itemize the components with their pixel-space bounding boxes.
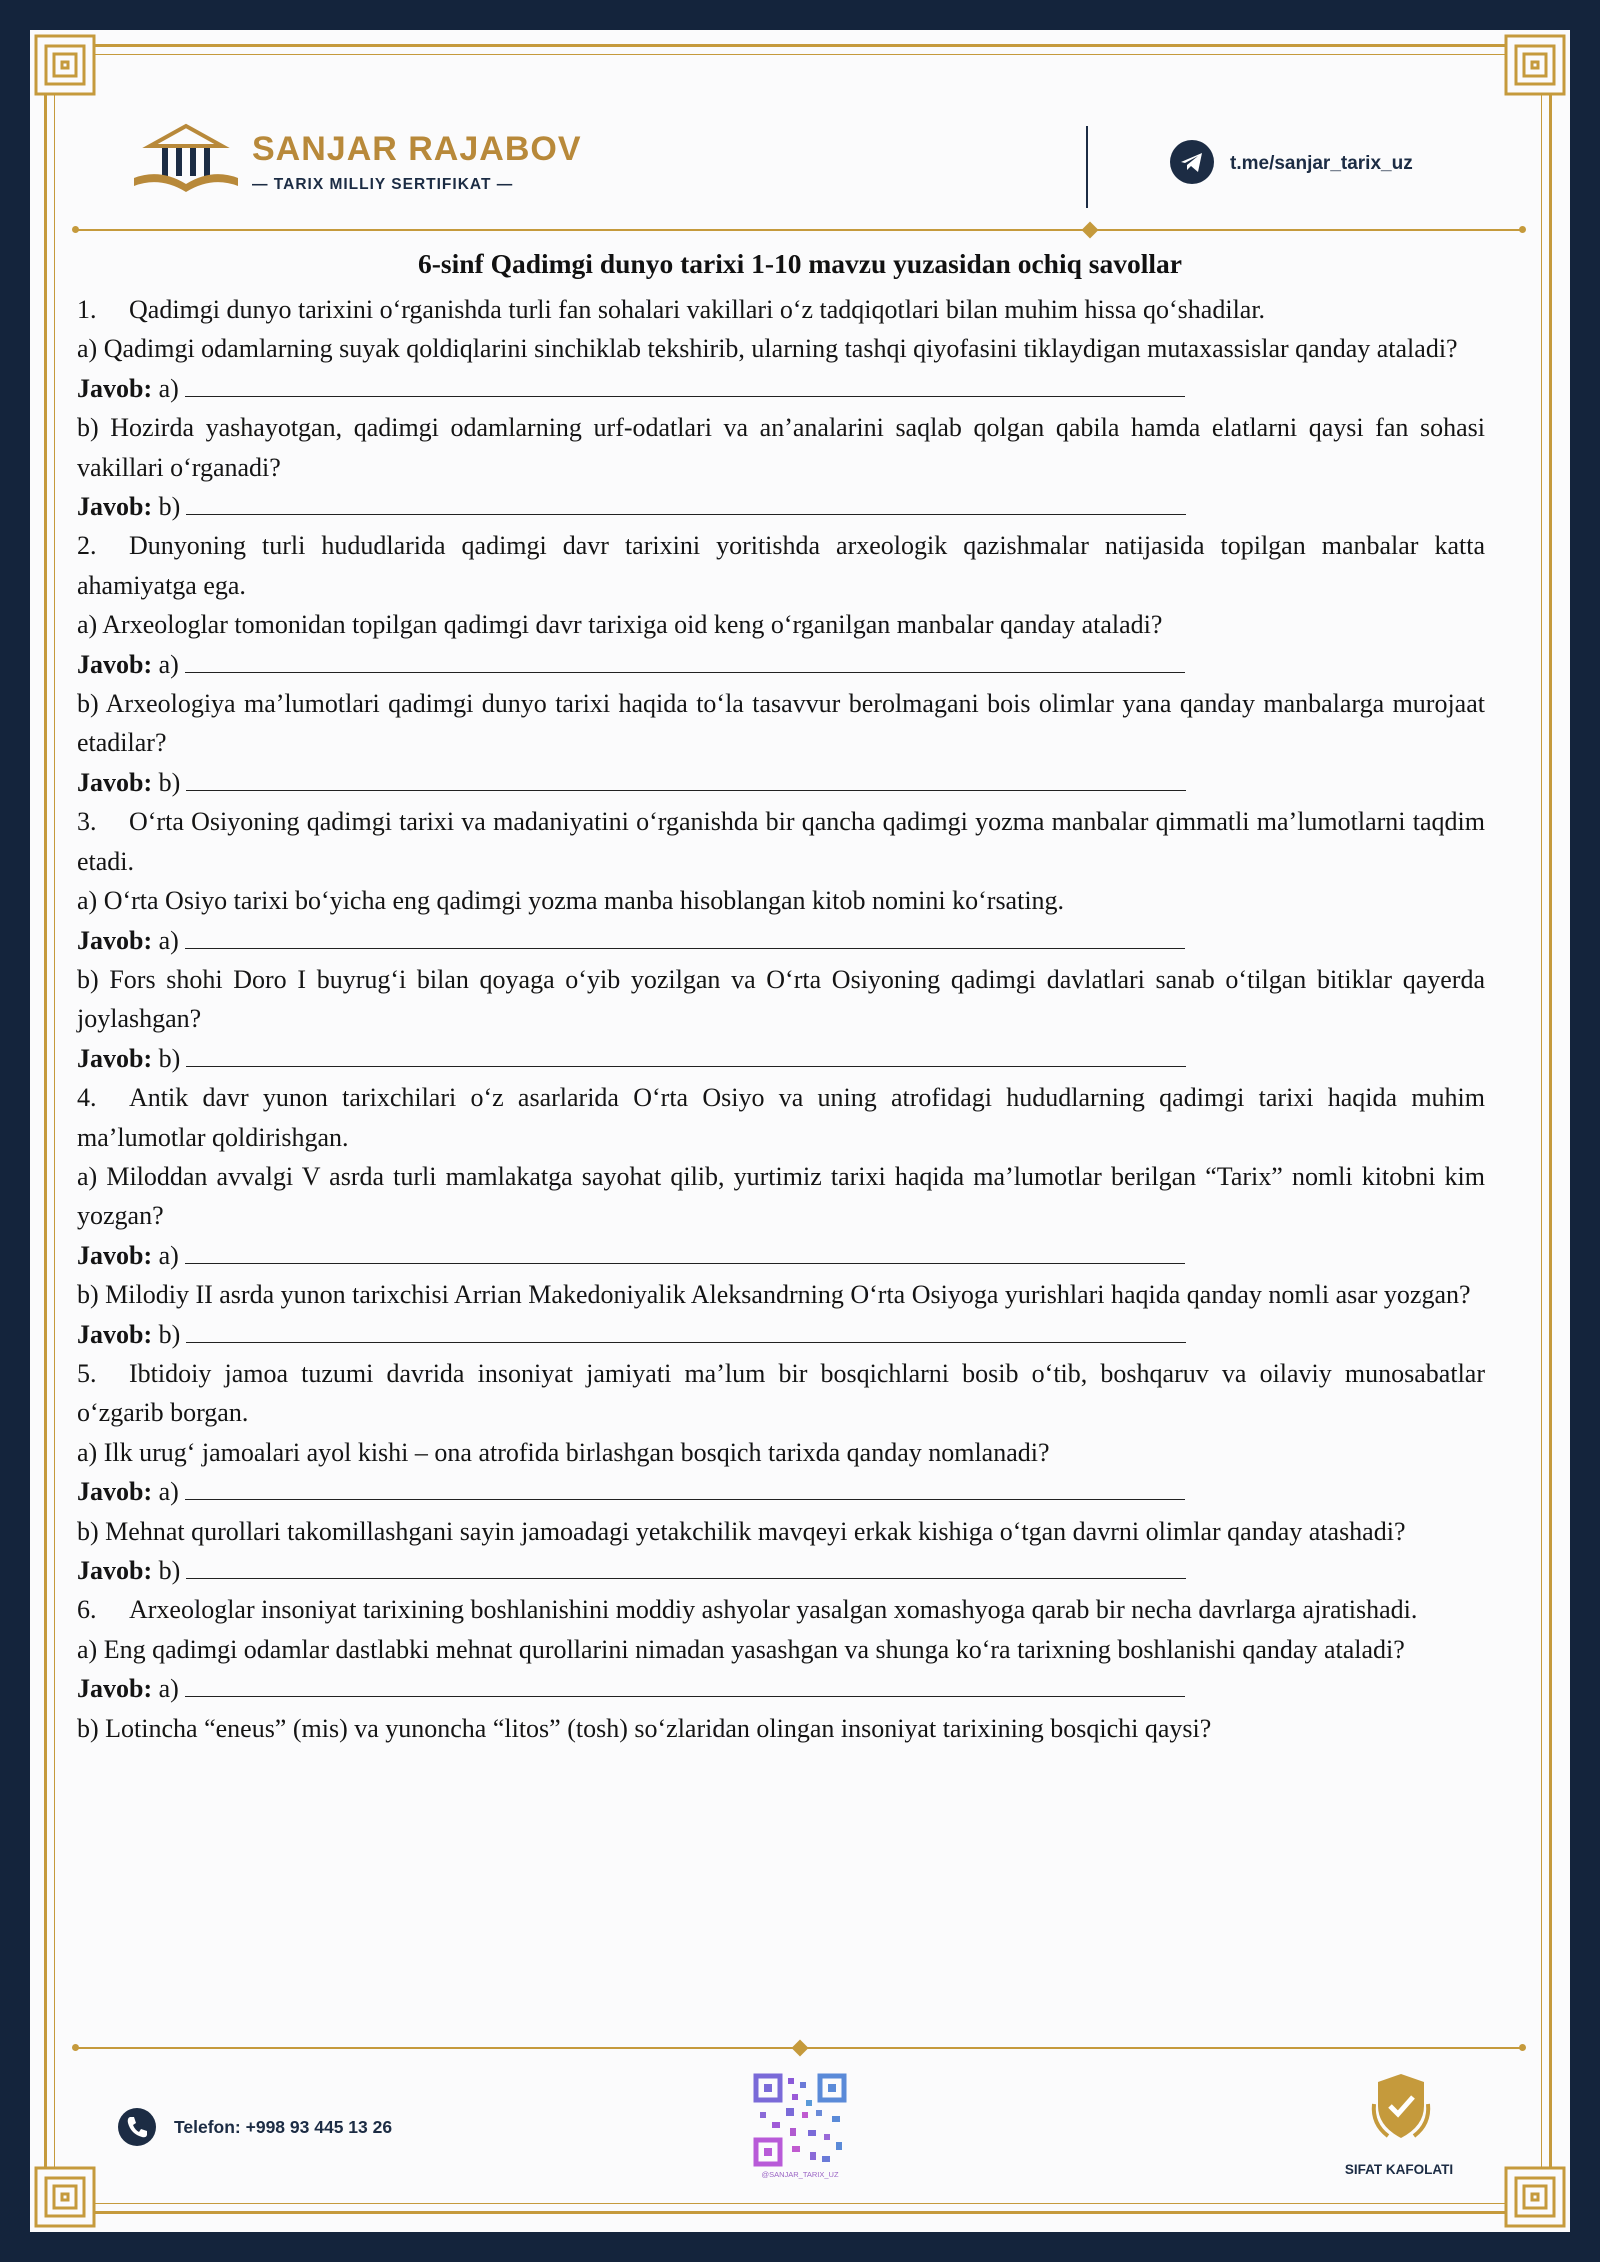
answer-line-a[interactable]: Javob: a)	[77, 1236, 1485, 1275]
phone-number[interactable]: Telefon: +998 93 445 13 26	[174, 2117, 393, 2137]
answer-line-b[interactable]: Javob: b)	[77, 1315, 1485, 1354]
telegram-icon	[1170, 140, 1214, 184]
question-part-a: a) Eng qadimgi odamlar dastlabki mehnat qurollarini nimadan yasashgan va shunga ko‘ra tarixning boshlanishi qanday ataladi?	[77, 1634, 1405, 1664]
answer-line-a[interactable]: Javob: a)	[77, 921, 1485, 960]
divider-dot-icon	[1519, 2044, 1526, 2051]
brand-subtitle: — TARIX MILLIY SERTIFIKAT —	[252, 176, 514, 193]
questions-list	[77, 290, 1485, 1748]
question-intro: 2. Dunyoning turli hududlarida qadimgi davr tarixini yoritishda arxeologik qazishmalar natijasida topilgan manbalar katta ahamiyatga ega.	[77, 531, 1485, 600]
question-part-b: b) Lotincha “eneus” (mis) va yunoncha “litos” (tosh) so‘zlaridan olingan insoniyat tarixining bosqichi qaysi?	[77, 1713, 1212, 1743]
divider-dot-icon	[1519, 226, 1526, 233]
question-part-b: b) Milodiy II asrda yunon tarixchisi Arrian Makedoniyalik Aleksandrning O‘rta Osiyoga yurishlari haqida qanday nomli asar yozgan?	[77, 1280, 1471, 1310]
phone-icon	[118, 2108, 156, 2146]
question-intro: 4. Antik davr yunon tarixchilari o‘z asarlarida O‘rta Osiyo va uning atrofidagi hududlarning qadimgi tarixi haqida muhim ma’lumotlar qoldirishgan.	[77, 1083, 1485, 1152]
corner-ornament-icon	[34, 2166, 96, 2228]
answer-line-b[interactable]: Javob: b)	[77, 487, 1485, 526]
question-part-a: a) O‘rta Osiyo tarixi bo‘yicha eng qadimgi yozma manba hisoblangan kitob nomini ko‘rsating.	[77, 886, 1065, 916]
corner-ornament-icon	[1504, 34, 1566, 96]
divider-dot-icon	[72, 226, 79, 233]
qr-code-icon[interactable]	[752, 2072, 848, 2168]
quality-badge-label: SIFAT KAFOLATI	[1344, 2162, 1454, 2177]
telegram-link[interactable]: t.me/sanjar_tarix_uz	[1230, 153, 1413, 174]
brand-name: SANJAR RAJABOV	[252, 130, 582, 168]
question-intro: 1. Qadimgi dunyo tarixini o‘rganishda turli fan sohalari vakillari o‘z tadqiqotlari bilan muhim hissa qo‘shadilar.	[77, 295, 1266, 324]
answer-line-a[interactable]: Javob: a)	[77, 1669, 1485, 1708]
question-part-b: b) Fors shohi Doro I buyrug‘i bilan qoyaga o‘yib yozilgan va O‘rta Osiyoning qadimgi davlatlari sanab o‘tilgan bitiklar qayerda joylashgan?	[77, 964, 1485, 1034]
header-separator	[1086, 126, 1088, 208]
answer-line-a[interactable]: Javob: a)	[77, 369, 1485, 408]
question-part-a: a) Ilk urug‘ jamoalari ayol kishi – ona atrofida birlashgan bosqich tarixda qanday nomlanadi?	[77, 1437, 1050, 1467]
qr-caption: @SANJAR_TARIX_UZ	[761, 2170, 839, 2179]
question-part-a: a) Miloddan avvalgi V asrda turli mamlakatga sayohat qilib, yurtimiz tarixi haqida ma’lumotlar berilgan “Tarix” nomli kitobni kim yozgan?	[77, 1161, 1485, 1231]
corner-ornament-icon	[1504, 2166, 1566, 2228]
answer-line-a[interactable]: Javob: a)	[77, 645, 1485, 684]
answer-line-b[interactable]: Javob: b)	[77, 1039, 1485, 1078]
question-part-a: a) Qadimgi odamlarning suyak qoldiqlarini sinchiklab tekshirib, ularning tashqi qiyofasini tiklaydigan mutaxassislar qanday ataladi?	[77, 334, 1458, 364]
question-part-a: a) Arxeologlar tomonidan topilgan qadimgi davr tarixiga oid keng o‘rganilgan manbalar qanday ataladi?	[77, 610, 1163, 640]
book-columns-logo-icon	[130, 118, 242, 203]
corner-ornament-icon	[34, 34, 96, 96]
question-part-b: b) Arxeologiya ma’lumotlari qadimgi dunyo tarixi haqida to‘la tasavvur berolmagani bois olimlar yana qanday manbalarga murojaat etadilar?	[77, 689, 1485, 758]
question-intro: 3. O‘rta Osiyoning qadimgi tarixi va madaniyatini o‘rganishda bir qancha qadimgi yozma manbalar qimmatli ma’lumotlarni taqdim etadi.	[77, 807, 1485, 876]
header-divider	[78, 229, 1522, 231]
divider-dot-icon	[72, 2044, 79, 2051]
page-title: 6-sinf Qadimgi dunyo tarixi 1-10 mavzu yuzasidan ochiq savollar	[418, 248, 1182, 279]
answer-line-b[interactable]: Javob: b)	[77, 1551, 1485, 1590]
question-intro: 6. Arxeologlar insoniyat tarixining boshlanishini moddiy ashyolar yasalgan xomashyoga qarab bir necha davrlarga ajratishadi.	[77, 1595, 1418, 1625]
question-intro: 5. Ibtidoiy jamoa tuzumi davrida insoniyat jamiyati ma’lum bir bosqichlarni bosib o‘tib, boshqaruv va oilaviy munosabatlar o‘zgarib borgan.	[77, 1358, 1485, 1428]
answer-line-a[interactable]: Javob: a)	[77, 1472, 1485, 1511]
question-part-b: b) Hozirda yashayotgan, qadimgi odamlarning urf-odatlari va an’analarini saqlab qolgan qabila hamda elatlarni qaysi fan sohasi vakillari o‘rganadi?	[77, 413, 1485, 482]
quality-badge-icon	[1366, 2068, 1436, 2163]
answer-line-b[interactable]: Javob: b)	[77, 763, 1485, 802]
question-part-b: b) Mehnat qurollari takomillashgani sayin jamoadagi yetakchilik mavqeyi erkak kishiga o‘tgan davrni olimlar qanday atashadi?	[77, 1516, 1406, 1546]
